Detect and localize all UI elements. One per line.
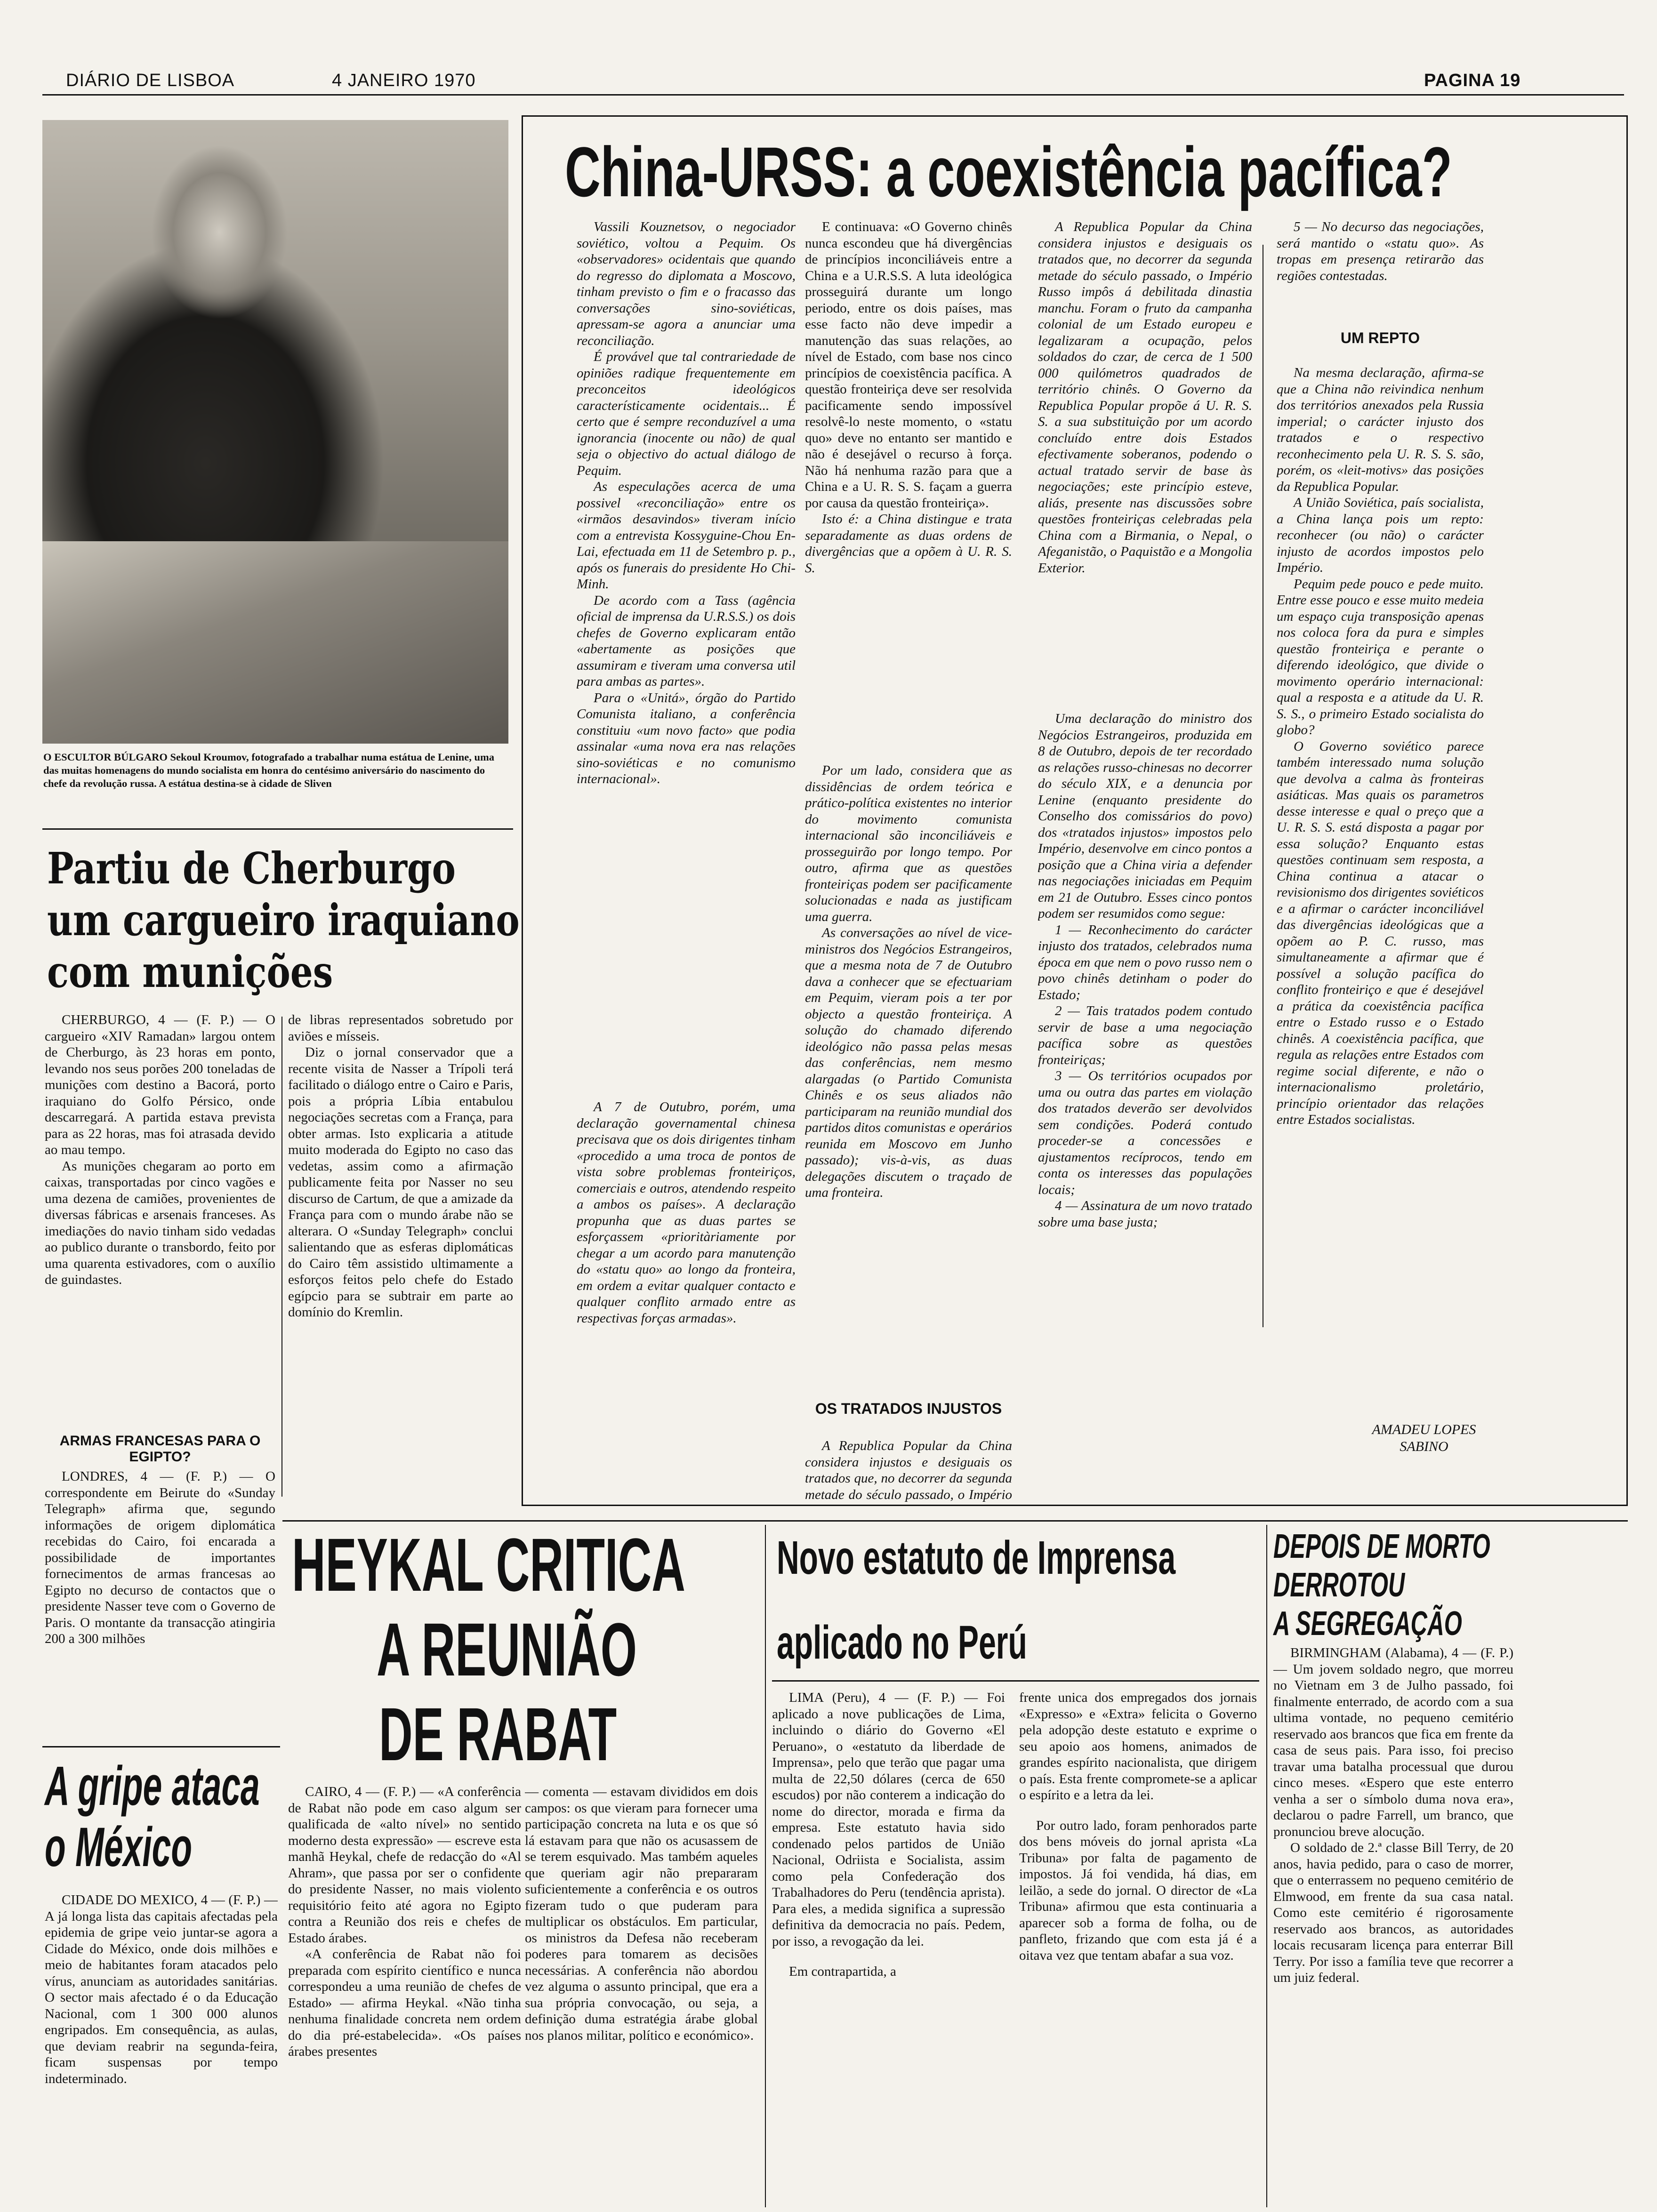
header-rule bbox=[42, 94, 1624, 96]
china-col-2: E continuava: «O Governo chinês nunca escondeu que há divergências de princípios inconciliáveis entre a China e a U.R.S.S. A luta ideológica prosseguirá durante um longo periodo, entre os dois países, mas esse facto não deve impedir a manutenção das suas relações, ao nível de Estado, com base nos cinco princípios de coexistência pacífica. A questão fronteiriça deve ser resolvida pacificamente sendo impossível resolvê-lo neste momento, o «statu quo» deve no entanto ser mantido e não é desejável o recurso à força. Não há nenhuma razão para que a China e a U. R. S. S. façam a guerra por causa da questão fronteiriça». Isto é: a China distingue e trata separadamente as duas ordens de divergências que a opõem à U. R. S. S. bbox=[805, 219, 1012, 576]
heykal-col-1: CAIRO, 4 — (F. P.) — «A conferência de Rabat não pode em caso algum ser qualificada de «alto nível» no sentido moderno desta expressão» — escreve esta manhã Heykal, chefe de redacção do «Al Ahram», que passa por ser o confidente do presidente Nasser, no mais violento requisitório feito até agora no Egipto contra a Reunião dos reis e chefes de Estado árabes. «A conferência de Rabat não foi preparada com espírito científico e nunca correspondeu a uma reunião de chefes de Estado» — afirma Heykal. «Não tinha nenhuma finalidade concreta nem ordem do dia pré-estabelecida». «Os países árabes presentes bbox=[288, 1784, 521, 2059]
china-col-2b: Por um lado, considera que as dissidências de ordem teórica e prático-política existentes no interior do movimento comunista internacional são inconciliáveis e prosseguirão por longo tempo. Por outro, afirma que as questões fronteiriças podem ser pacificamente solucionadas e nada as justificam uma guerra. As conversações ao nível de vice-ministros dos Negócios Estrangeiros, que a mesma nota de 7 de Outubro dava a conhecer que se efectuariam em Pequim, vieram pois a ter por objecto a questão fronteiriça. A solução do chamado diferendo ideológico não passa pelas mesas das conferências, nem mesmo alargadas (o Partido Comunista Chinês e os seus aliados não participaram na reunião mundial dos partidos ditos comunistas e operários reunida em Moscovo em Junho passado); vis-à-vis, as duas delegações discutem o traçado de uma fronteira. bbox=[805, 763, 1012, 1200]
page-number: PAGINA 19 bbox=[1424, 71, 1521, 90]
cherburgo-col-1b: LONDRES, 4 — (F. P.) — O correspondente em Beirute do «Sunday Telegraph» afirma que, segundo informações de origem diplomática recebidas do Cairo, foi encarada a possibilidade de importantes fornecimentos de armas francesas ao Egipto no decurso de contactos que o presidente Nasser teve com o Governo de Paris. O montante da transacção atingiria 200 a 300 milhões bbox=[45, 1469, 275, 1646]
heykal-headline-2: A REUNIÃO bbox=[377, 1607, 637, 1691]
caption-rule bbox=[42, 828, 513, 830]
china-urss-headline: China-URSS: a coexistência pacífica? bbox=[565, 132, 1452, 211]
gripe-rule bbox=[42, 1746, 280, 1747]
segregacao-headline-3: A SEGREGAÇÃO bbox=[1273, 1605, 1462, 1643]
china-col-1: Vassili Kouznetsov, o negociador soviético, voltou a Pequim. Os «observadores» ocidentais que quando do regresso do diplomata a Moscovo, tinham previsto o fim e o fracasso das conversações sino-soviéticas, apressam-se agora a anunciar uma reconciliação. É provável que tal contrariedade de opiniões radique frequentemente em preconceitos ideológicos característicamente ocidentais... É certo que é sempre reconduzível a uma ignorancia (inocente ou não) de qual seja o objectivo do actual diálogo de Pequim. As especulações acerca de uma possivel «reconciliação» entre os «irmãos desavindos» tiveram início com a entrevista Kossyguine-Chou En-Lai, efectuada em 11 de Setembro p. p., após os funerais do presidente Ho Chi-Minh. De acordo com a Tass (agência oficial de imprensa da U.R.S.S.) os dois chefes de Governo explicaram então «abertamente as posições que assumiram e tiveram uma conversa util para ambas as partes». Para o «Unitá», órgão do Partido Comunista italiano, a conferência constituiu «um novo facto» que podia assinalar «uma nova era nas relações sino-soviéticas e no comunismo internacional». bbox=[577, 219, 796, 786]
heykal-headline-1: HEYKAL CRITICA bbox=[292, 1523, 685, 1607]
china-col-3: A Republica Popular da China considera injustos e desiguais os tratados que, no decorrer da segunda metade do século passado, o Império Russo impôs á debilitada dinastia manchu. Foram o fruto da campanha colonial de um Estado europeu e legalizaram a ocupação, pelos soldados do czar, de cerca de 1 500 000 quilómetros quadrados de território chinês. O Governo da Republica Popular propõe á U. R. S. S. a sua substituição por um acordo concluído entre dois Estados efectivamente soberanos, podendo o actual tratado servir de base às negociações; este princípio esteve, aliás, presente nas discussões sobre questões fronteiriças celebradas pela China com a Birmania, o Nepal, o Afeganistão, o Paquistão e a Mongolia Exterior. bbox=[1038, 219, 1252, 576]
peru-rule bbox=[772, 1680, 1259, 1682]
um-repto-subhead: UM REPTO bbox=[1340, 329, 1420, 346]
segregacao-body: BIRMINGHAM (Alabama), 4 — (F. P.) — Um jovem soldado negro, que morreu no Vietnam em 3 de Julho passado, foi finalmente enterrado, de acordo com a sua ultima vontade, no pequeno cemitério reservado aos brancos que fica em frente da casa de seus pais. Para isso, foi preciso travar uma batalha processual que durou cinco meses. «Espero que este enterro venha a ser o símbolo duma nova era», declarou o padre Farrell, um branco, que pronunciou breve alocução. O soldado de 2.ª classe Bill Terry, de 20 anos, havia pedido, para o caso de morrer, que o enterrassem no pequeno cemitério de Elmwood, em frente da sua casa natal. Como este cemitério é rigorosamente reservado aos brancos, as autoridades locais recusaram licença para enterrar Bill Terry. Por isso a família teve que recorrer a um juiz federal. bbox=[1273, 1645, 1513, 1985]
gripe-headline-2: o México bbox=[45, 1816, 193, 1878]
segregacao-headline-2: DERROTOU bbox=[1273, 1566, 1405, 1604]
heykal-headline-3: DE RABAT bbox=[379, 1692, 617, 1776]
cherburgo-headline-1: Partiu de Cherburgo bbox=[47, 843, 456, 894]
photo-caption: O ESCULTOR BÚLGARO Sekoul Kroumov, fotografado a trabalhar numa estátua de Lenine, uma das muitas homenagens do mundo socialista em honra do centésimo aniversário do nascimento do chefe da revolução russa. A estátua destina-se à cidade de Sliven bbox=[43, 751, 495, 789]
segregacao-left-divider bbox=[1266, 1525, 1267, 2207]
issue-date: 4 JANEIRO 1970 bbox=[332, 71, 476, 90]
china-signature: AMADEU LOPES SABINO bbox=[1372, 1422, 1476, 1454]
gripe-headline-1: A gripe ataca bbox=[45, 1755, 260, 1817]
tratados-injustos-subhead: OS TRATADOS INJUSTOS bbox=[815, 1400, 1002, 1417]
china-col-1-cont: A 7 de Outubro, porém, uma declaração governamental chinesa precisava que os dois dirigentes tinham «procedido a uma troca de pontos de vista sobre problemas fronteiriços, comerciais e outros, atendendo respeito a ambos os países». A declaração propunha que as duas partes se esforçassem «prioritàriamente por chegar a um acordo para manutenção do «statu quo» ao longo da fronteira, em ordem a evitar qualquer contacto e qualquer conflito armado entre as respectivas forças armadas». bbox=[577, 1099, 796, 1326]
china-col-4b: Na mesma declaração, afirma-se que a China não reivindica nenhum dos territórios anexados pela Russia imperial; o carácter injusto dos tratados e o respectivo reconhecimento pela U. R. S. S. são, porém, os «leit-motivs» das posições da Republica Popular. A União Soviética, país socialista, a China lança pois um repto: reconhecer (ou não) o carácter injusto de acordos impostos pelo Império. Pequim pede pouco e pede muito. Entre esse pouco e esse muito medeia um espaço cuja transposição apenas nos coloca fora da pura e simples questão fronteiriça e perante o diferendo ideológico, que divide o movimento operário internacional: qual a resposta e a atitude da U. R. S. S., o primeiro Estado socialista do globo? O Governo soviético parece também interessado numa solução que devolva a calma às fronteiras asiáticas. Mas quais os parametros desse interesse e qual o preço que a U. R. S. S. está disposta a pagar por essa solução? Enquanto estas questões continuam sem resposta, a China continua a atacar o revisionismo dos dirigentes soviéticos e a afirmar o carácter inconciliável das divergências ideológicas que a opõem ao P. C. russo, mas simultaneamente a afirmar que é possível a solução pacífica do conflito fronteiriço e que é desejável a prática da coexistência pacífica entre o Estado russo e o Estado chinês. A coexistência pacífica, que regula as relações entre Estados com regime social diferente, e não o internacionalismo proletário, princípio orientador das relações entre Estados socialistas. bbox=[1277, 365, 1484, 1127]
segregacao-headline-1: DEPOIS DE MORTO bbox=[1273, 1528, 1490, 1565]
china-col-3b: Uma declaração do ministro dos Negócios Estrangeiros, produzida em 8 de Outubro, depois de ter recordado as relações russo-chinesas no decorrer do século XIX, e a denuncia por Lenine (enquanto presidente do Conselho dos comissários do povo) dos «tratados injustos» impostos pelo Império, desenvolve em cinco pontos a posição que a China viria a defender nas negociações iniciadas em Pequim em 21 de Outubro. Esses cinco pontos podem ser resumidos como segue: 1 — Reconhecimento do carácter injusto dos tratados, celebrados numa época em que nem o povo russo nem o povo chinês detinham o poder do Estado; 2 — Tais tratados podem contudo servir de base a uma negociação pacífica sobre as questões fronteiriças; 3 — Os territórios ocupados por uma ou outra das partes em violação dos tratados deverão ser devolvidos sem condições. Poderá contudo proceder-se a concessões e ajustamentos recíprocos, tendo em conta os interesses das populações locais; 4 — Assinatura de um novo tratado sobre uma base justa; bbox=[1038, 711, 1252, 1230]
china-col-4: 5 — No decurso das negociações, será mantido o «statu quo». As tropas em presença retirarão das regiões contestadas. bbox=[1277, 219, 1484, 283]
peru-left-divider bbox=[765, 1525, 766, 2207]
heykal-col-2: — comenta — estavam divididos em dois campos: os que vieram para fornecer uma participação concreta na luta e os que só lá estavam para que não os acusassem de se terem esquivado. Mas também aqueles que queriam agir não prepararam suficientemente a conferência e os outros fizeram tudo o que puderam para multiplicar os obstáculos. Em particular, os ministros da Defesa não receberam poderes para tomarem as decisões necessárias. A conferência não abordou vez alguma o assunto principal, que era a sua própria convocação, ou seja, a definição duma estratégia árabe global nos planos militar, político e económico». bbox=[525, 1784, 758, 2043]
cherburgo-col-1: CHERBURGO, 4 — (F. P.) — O cargueiro «XIV Ramadan» largou ontem de Cherburgo, às 23 horas em ponto, levando nos seus porões 200 toneladas de munições com destino a Bacorá, porto iraquiano do Golfo Pérsico, onde descarregará. A partida estava prevista para as 22 horas, mas foi atrasada devido ao mau tempo. As munições chegaram ao porto em caixas, transportadas por cinco vagões e uma dezena de camiões, provenientes de diversas fábricas e arsenais franceses. As imediações do navio tinham sido vedadas ao publico durante o transbordo, feito por uma quarenta estivadores, com o auxílio de guindastes. bbox=[45, 1012, 275, 1287]
sculptor-photo bbox=[42, 120, 508, 744]
peru-headline-1: Novo estatuto de Imprensa bbox=[777, 1531, 1176, 1584]
peru-col-2: frente unica dos empregados dos jornais «Expresso» e «Extra» felicita o Governo pela adopção deste estatuto e exprime o seu apoio aos homens, animados de grandes espírito nacionalista, que dirigem o país. Esta frente compromete-se a aplicar o espírito e a letra da lei. Por outro lado, foram penhorados parte dos bens móveis do jornal aprista «La Tribuna» por falta de pagamento de impostos. Já foi vendida, há dias, em leilão, a sede do jornal. O director de «La Tribuna» afirmou que esta continuaria a aparecer sob a forma de folha, ou de panfleto, frizando que com esta já é a oitava vez que tentam abafar a sua voz. bbox=[1019, 1690, 1257, 1963]
cherburgo-headline-2: um cargueiro iraquiano bbox=[47, 895, 520, 946]
cherburgo-col-2: de libras representados sobretudo por aviões e mísseis. Diz o jornal conservador que a recente visita de Nasser a Trípoli terá facilitado o diálogo entre o Cairo e Paris, pois a própria Líbia entabulou negociações secretas com a França, para obter armas. Isto explicaria a atitude muito moderada do Egipto no caso das vedetas, assim como a afirmação publicamente feita por Nasser no seu discurso de Cartum, de que a amizade da França para com o mundo árabe não se alterara. O «Sunday Telegraph» conclui salientando que as esferas diplomáticas do Cairo têm assistido ultimamente a esforços feitos pelo chefe do Estado egípcio para se subtrair em parte ao domínio do Kremlin. bbox=[288, 1012, 513, 1320]
peru-col-1: LIMA (Peru), 4 — (F. P.) — Foi aplicado a nove publicações de Lima, incluindo o diário do Governo «El Peruano», o «estatuto da liberdade de Imprensa», pelo que terão que pagar uma multa de 22,50 dólares (cerca de 650 escudos) por não conterem a indicação do nome do director, morada e firma da empresa. Este estatuto havia sido condenado pelos partidos de União Nacional, Odriista e Socialista, assim como pela Confederação dos Trabalhadores do Peru (tendência aprista). Para eles, a medida significa a supressão definitiva da democracia no país. Pedem, por isso, a revogação da lei. Em contrapartida, a bbox=[772, 1690, 1005, 1979]
paper-name: DIÁRIO DE LISBOA bbox=[66, 71, 235, 90]
peru-headline-2: aplicado no Perú bbox=[777, 1616, 1027, 1669]
china-col-2c: A Republica Popular da China considera injustos e desiguais os tratados que, no decorrer da segunda metade do século passado, o Império bbox=[805, 1438, 1012, 1502]
gripe-body: CIDADE DO MEXICO, 4 — (F. P.) — A já longa lista das capitais afectadas pela epidemia de gripe veio juntar-se agora a Cidade do México, onde dois milhões e meio de habitantes foram atacados pelo vírus, anunciam as autoridades sanitárias. O sector mais afectado é o da Educação Nacional, com 1 300 000 alunos engripados. Em consequência, as aulas, que deviam reabrir na segunda-feira, ficam suspensas por tempo indeterminado. bbox=[45, 1892, 278, 2086]
armas-francesas-subhead: ARMAS FRANCESAS PARA O EGIPTO? bbox=[59, 1433, 261, 1465]
lower-section-rule bbox=[282, 1520, 1628, 1522]
cherburgo-headline-3: com munições bbox=[47, 946, 333, 997]
